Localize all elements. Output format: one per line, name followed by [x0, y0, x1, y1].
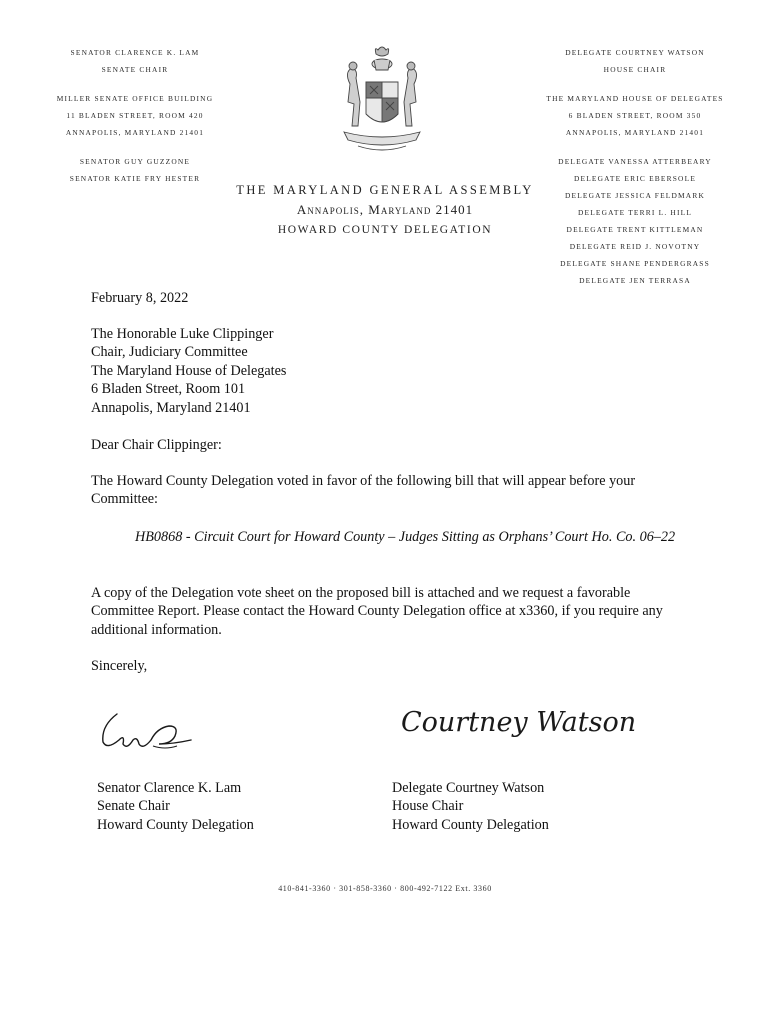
signer-name: Senator Clarence K. Lam	[97, 780, 242, 796]
senate-chair-role: SENATE CHAIR	[101, 65, 169, 74]
address-line: MILLER SENATE OFFICE BUILDING	[56, 94, 214, 103]
signature-lam	[95, 700, 195, 760]
signature-block-right	[392, 779, 549, 834]
letterhead-right	[545, 44, 725, 289]
bill-reference: HB0868 - Circuit Court for Howard County – Judges Sitting as Orphans’ Court Ho. Co. 06–22	[135, 529, 676, 545]
intro-paragraph: The Howard County Delegation voted in favor of the following bill that will appear before your Committee:	[91, 473, 636, 508]
assembly-title-block	[230, 180, 540, 240]
member-name: SENATOR GUY GUZZONE	[79, 157, 191, 166]
member-name: DELEGATE TRENT KITTLEMAN	[566, 225, 704, 234]
signer-org: Howard County Delegation	[97, 816, 254, 833]
letterhead-left	[50, 44, 220, 187]
house-chair-role: HOUSE CHAIR	[603, 65, 667, 74]
address-line: 6 BLADEN STREET, ROOM 350	[568, 111, 702, 120]
recipient-line: Chair, Judiciary Committee	[91, 344, 248, 361]
recipient-line: Annapolis, Maryland 21401	[91, 399, 251, 416]
assembly-city: Annapolis, Maryland 21401	[296, 202, 474, 217]
signer-name: Delegate Courtney Watson	[392, 780, 545, 796]
recipient-line: 6 Bladen Street, Room 101	[91, 381, 246, 398]
recipient-address	[91, 325, 691, 417]
address-line: 11 BLADEN STREET, ROOM 420	[66, 111, 204, 120]
salutation: Dear Chair Clippinger:	[91, 437, 222, 453]
signer-title: House Chair	[392, 798, 464, 815]
member-name: DELEGATE JEN TERRASA	[579, 276, 691, 285]
member-name: DELEGATE JESSICA FELDMARK	[564, 191, 706, 200]
delegation-name: HOWARD COUNTY DELEGATION	[277, 224, 493, 236]
address-line: THE MARYLAND HOUSE OF DELEGATES	[546, 94, 724, 103]
senate-chair-name: SENATOR CLARENCE K. LAM	[70, 48, 200, 57]
recipient-line: The Maryland House of Delegates	[91, 362, 287, 379]
signer-org: Howard County Delegation	[392, 816, 549, 833]
signature-watson-text: Courtney Watson	[401, 707, 637, 738]
member-name: DELEGATE VANESSA ATTERBEARY	[558, 157, 712, 166]
member-name: DELEGATE TERRI L. HILL	[577, 208, 693, 217]
member-name: DELEGATE REID J. NOVOTNY	[569, 242, 701, 251]
signer-title: Senate Chair	[97, 798, 170, 815]
assembly-name: THE MARYLAND GENERAL ASSEMBLY	[236, 183, 534, 197]
maryland-seal-icon	[330, 42, 435, 160]
closing: Sincerely,	[91, 658, 148, 674]
member-name: SENATOR KATIE FRY HESTER	[69, 174, 201, 183]
member-name: DELEGATE SHANE PENDERGRASS	[560, 259, 710, 268]
signature-block-left	[97, 779, 254, 834]
address-line: ANNAPOLIS, MARYLAND 21401	[565, 128, 705, 137]
address-line: ANNAPOLIS, MARYLAND 21401	[65, 128, 205, 137]
member-name: DELEGATE ERIC EBERSOLE	[573, 174, 697, 183]
signature-watson	[397, 695, 637, 755]
footer-phone-numbers: 410-841-3360 · 301-858-3360 · 800-492-7122 Ext. 3360	[278, 884, 492, 893]
body-paragraph: A copy of the Delegation vote sheet on the proposed bill is attached and we request a favorable Committee Report. Please contact the Howard County Delegation office at x3360, if you require any additional information.	[91, 585, 663, 638]
letter-date: February 8, 2022	[91, 290, 189, 306]
house-chair-name: DELEGATE COURTNEY WATSON	[565, 48, 705, 57]
recipient-line: The Honorable Luke Clippinger	[91, 326, 274, 342]
